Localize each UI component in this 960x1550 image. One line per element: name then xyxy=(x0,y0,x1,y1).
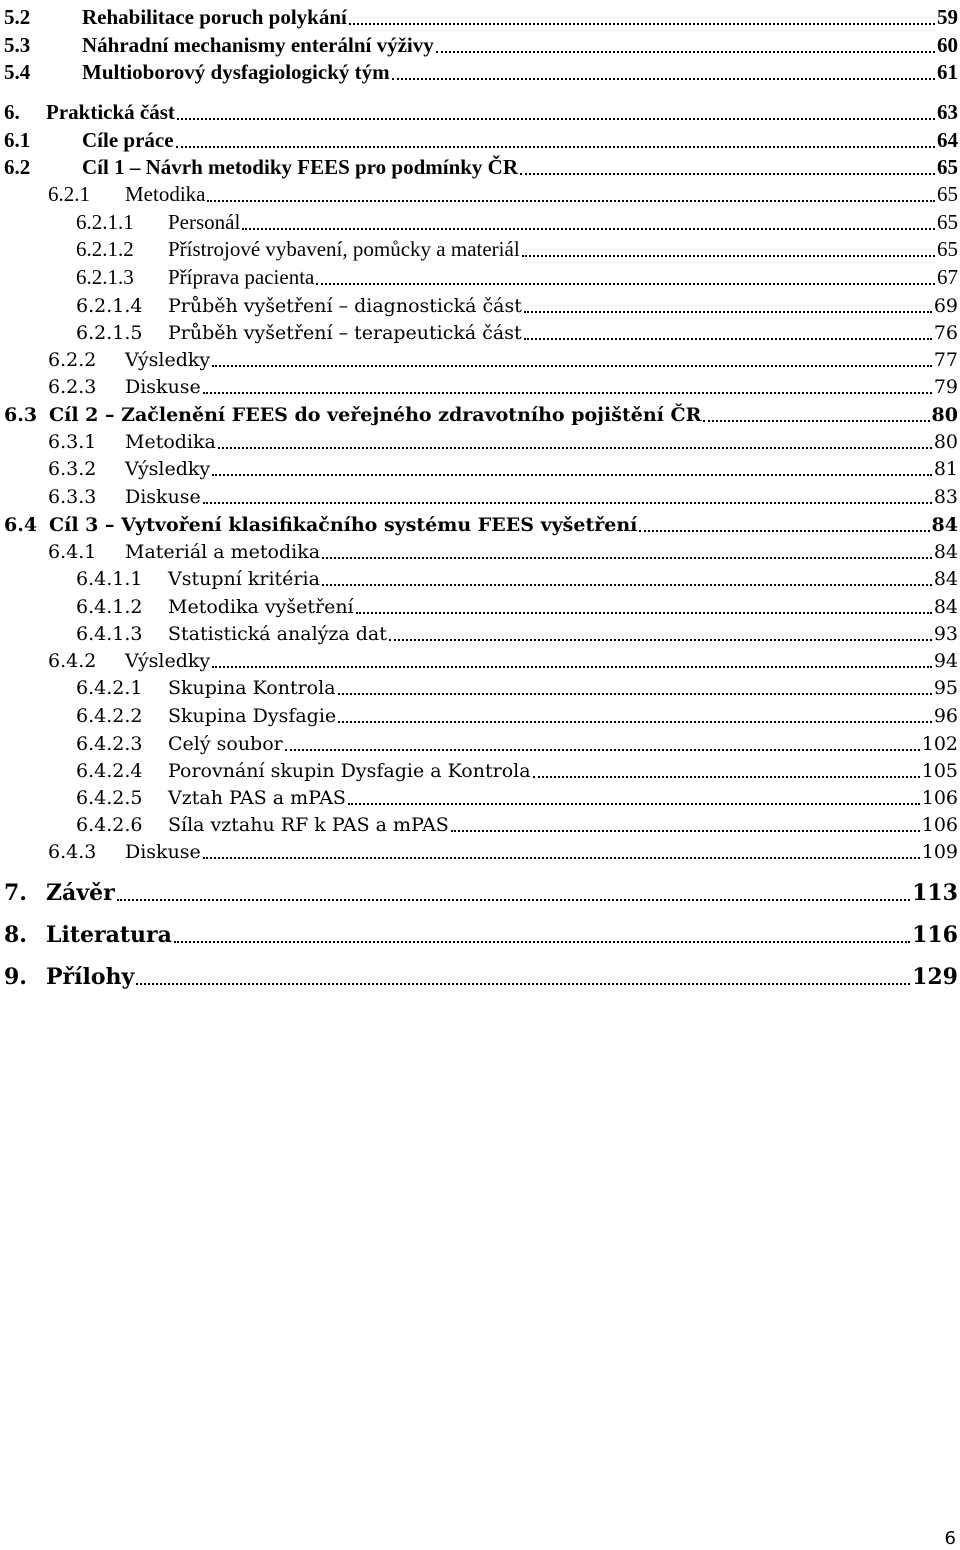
toc-entry-title: Metodika xyxy=(125,431,216,453)
toc-entry-page: 65 xyxy=(937,155,958,179)
dot-leader xyxy=(436,51,935,53)
toc-entry-page: 105 xyxy=(921,760,958,782)
toc-entry-title: Rehabilitace poruch polykání xyxy=(82,5,347,29)
toc-entry-number: 6.4.1 xyxy=(48,541,97,563)
toc-entry-title: Výsledky xyxy=(125,650,211,672)
toc-entry-number: 5.2 xyxy=(4,5,31,29)
toc-entry-title: Personál xyxy=(168,210,241,234)
toc-entry[interactable] xyxy=(0,205,958,233)
toc-entry[interactable] xyxy=(0,616,958,644)
toc-entry[interactable] xyxy=(0,698,958,726)
toc-entry-number: 6.3.2 xyxy=(48,458,97,480)
dot-leader xyxy=(524,338,932,340)
toc-entry-page: 84 xyxy=(933,541,958,563)
toc-entry-number: 6.2.1.5 xyxy=(76,322,143,344)
dot-leader xyxy=(203,392,932,394)
toc-entry-page: 67 xyxy=(937,265,958,289)
toc-entry-page: 109 xyxy=(921,841,958,863)
toc-entry-title: Multioborový dysfagiologický tým xyxy=(82,60,390,84)
toc-entry[interactable] xyxy=(0,561,958,589)
dot-leader xyxy=(533,776,920,778)
dot-leader xyxy=(212,474,932,476)
toc-entry-number: 5.3 xyxy=(4,33,31,57)
dot-leader xyxy=(322,557,932,559)
toc-entry[interactable] xyxy=(0,0,958,28)
toc-entry-page: 69 xyxy=(933,295,958,317)
toc-entry-page: 77 xyxy=(933,349,958,371)
toc-entry-page: 61 xyxy=(937,60,958,84)
toc-entry-number: 9. xyxy=(4,964,27,990)
toc-entry[interactable] xyxy=(0,397,958,425)
toc-entry-title: Praktická část xyxy=(46,100,175,124)
toc-entry-number: 6.3 xyxy=(4,404,38,426)
toc-entry-title: Materiál a metodika xyxy=(125,541,321,563)
toc-entry[interactable] xyxy=(0,260,958,288)
dot-leader xyxy=(338,693,932,695)
toc-entry-number: 6.3.1 xyxy=(48,431,97,453)
dot-leader xyxy=(322,584,932,586)
dot-leader xyxy=(242,228,935,230)
toc-entry-title: Metodika vyšetření xyxy=(168,596,354,618)
toc-entry-title: Průběh vyšetření – terapeutická část xyxy=(168,322,522,344)
toc-entry-page: 59 xyxy=(937,5,958,29)
toc-entry-page: 94 xyxy=(933,650,958,672)
toc-entry-title: Výsledky xyxy=(125,458,211,480)
toc-entry[interactable] xyxy=(0,589,958,617)
toc-entry[interactable] xyxy=(0,753,958,781)
toc-entry[interactable] xyxy=(0,451,958,479)
toc-entry-number: 6.2 xyxy=(4,155,31,179)
toc-entry-page: 129 xyxy=(912,964,958,990)
toc-entry-page: 80 xyxy=(933,431,958,453)
dot-leader xyxy=(520,173,935,175)
toc-entry-number: 6.2.1.1 xyxy=(76,210,134,234)
dot-leader xyxy=(522,255,935,257)
toc-entry-title: Cíle práce xyxy=(82,128,174,152)
toc-entry[interactable] xyxy=(0,28,958,56)
toc-entry-number: 6.4.2.6 xyxy=(76,814,143,836)
toc-entry-page: 116 xyxy=(912,922,958,948)
dot-leader xyxy=(285,749,920,751)
toc-entry-number: 6.2.1 xyxy=(48,182,90,206)
toc-entry-page: 60 xyxy=(937,33,958,57)
toc-entry[interactable] xyxy=(0,643,958,671)
toc-entry[interactable] xyxy=(0,960,958,988)
toc-entry[interactable] xyxy=(0,177,958,205)
toc-entry-number: 5.4 xyxy=(4,60,31,84)
toc-entry-title: Přístrojové vybavení, pomůcky a materiál xyxy=(168,237,520,261)
toc-entry-page: 84 xyxy=(933,568,958,590)
toc-entry[interactable] xyxy=(0,55,958,83)
toc-entry-number: 6.4.1.3 xyxy=(76,623,143,645)
toc-entry-number: 8. xyxy=(4,922,27,948)
dot-leader xyxy=(389,639,932,641)
toc-entry-page: 106 xyxy=(921,787,958,809)
toc-entry-title: Diskuse xyxy=(125,486,201,508)
toc-entry-title: Skupina Kontrola xyxy=(168,677,336,699)
toc-entry[interactable] xyxy=(0,369,958,397)
toc-entry-page: 63 xyxy=(937,100,958,124)
toc-entry-title: Přílohy xyxy=(46,964,135,990)
toc-entry[interactable] xyxy=(0,726,958,754)
toc-entry-number: 6.4 xyxy=(4,514,38,536)
dot-leader xyxy=(348,803,920,805)
toc-entry-number: 6.4.2.2 xyxy=(76,705,143,727)
toc-entry-title: Diskuse xyxy=(125,841,201,863)
toc-entry[interactable] xyxy=(0,807,958,835)
toc-entry-title: Cíl 3 – Vytvoření klasifikačního systému FEES vyšetření xyxy=(49,514,638,536)
toc-entry-title: Statistická analýza dat xyxy=(168,623,387,645)
toc-entry-page: 79 xyxy=(933,376,958,398)
dot-leader xyxy=(349,23,935,25)
toc-entry-page: 80 xyxy=(931,404,958,426)
toc-entry-title: Celý soubor xyxy=(168,733,283,755)
toc-entry-title: Vstupní kritéria xyxy=(168,568,320,590)
dot-leader xyxy=(703,420,929,422)
toc-entry-number: 6.2.1.2 xyxy=(76,237,134,261)
dot-leader xyxy=(136,983,910,985)
toc-entry[interactable] xyxy=(0,780,958,808)
toc-entry-page: 65 xyxy=(937,182,958,206)
toc-entry-number: 6.4.1.1 xyxy=(76,568,143,590)
toc-entry[interactable] xyxy=(0,479,958,507)
toc-entry-page: 93 xyxy=(933,623,958,645)
toc-entry-number: 6.2.1.3 xyxy=(76,265,134,289)
toc-entry-page: 113 xyxy=(912,880,958,906)
toc-entry-page: 83 xyxy=(933,486,958,508)
toc-entry-number: 6.3.3 xyxy=(48,486,97,508)
toc-entry[interactable] xyxy=(0,288,958,316)
toc-entry-title: Literatura xyxy=(46,922,172,948)
toc-entry-title: Náhradní mechanismy enterální výživy xyxy=(82,33,434,57)
toc-entry-title: Vztah PAS a mPAS xyxy=(168,787,346,809)
dot-leader xyxy=(392,78,935,80)
toc-entry-title: Diskuse xyxy=(125,376,201,398)
dot-leader xyxy=(338,721,932,723)
toc-entry[interactable] xyxy=(0,232,958,260)
toc-entry-page: 84 xyxy=(931,514,958,536)
toc-entry-number: 6.4.2.4 xyxy=(76,760,143,782)
dot-leader xyxy=(203,502,932,504)
toc-entry-page: 81 xyxy=(933,458,958,480)
toc-entry-number: 6.4.2.5 xyxy=(76,787,143,809)
toc-entry[interactable] xyxy=(0,918,958,946)
toc-entry-title: Porovnání skupin Dysfagie a Kontrola xyxy=(168,760,531,782)
toc-entry-page: 102 xyxy=(921,733,958,755)
dot-leader xyxy=(117,899,910,901)
dot-leader xyxy=(639,530,929,532)
toc-entry[interactable] xyxy=(0,876,958,904)
toc-entry-title: Závěr xyxy=(46,880,115,906)
toc-entry-title: Průběh vyšetření – diagnostická část xyxy=(168,295,522,317)
toc-entry-number: 6.4.2.3 xyxy=(76,733,143,755)
dot-leader xyxy=(176,146,935,148)
toc-entry-number: 7. xyxy=(4,880,27,906)
toc-entry-number: 6.2.1.4 xyxy=(76,295,143,317)
toc-entry-title: Cíl 1 – Návrh metodiky FEES pro podmínky ČR xyxy=(82,155,519,179)
toc-entry-page: 76 xyxy=(933,322,958,344)
toc-entry[interactable] xyxy=(0,424,958,452)
toc-entry-page: 106 xyxy=(921,814,958,836)
toc-entry[interactable] xyxy=(0,834,958,862)
toc-entry-number: 6.2.2 xyxy=(48,349,97,371)
toc-entry[interactable] xyxy=(0,123,958,151)
dot-leader xyxy=(203,857,920,859)
toc-entry-number: 6.4.3 xyxy=(48,841,97,863)
toc-entry[interactable] xyxy=(0,670,958,698)
toc-entry[interactable] xyxy=(0,507,958,535)
page-number: 6 xyxy=(944,1528,956,1549)
dot-leader xyxy=(451,830,920,832)
toc-entry[interactable] xyxy=(0,95,958,123)
toc-entry-title: Metodika xyxy=(125,182,206,206)
toc-entry[interactable] xyxy=(0,534,958,562)
toc-entry-page: 65 xyxy=(937,237,958,261)
toc-entry[interactable] xyxy=(0,342,958,370)
toc-entry-page: 84 xyxy=(933,596,958,618)
dot-leader xyxy=(212,666,932,668)
toc-entry[interactable] xyxy=(0,150,958,178)
toc-entry-title: Příprava pacienta xyxy=(168,265,315,289)
dot-leader xyxy=(174,941,910,943)
toc-entry-number: 6.4.1.2 xyxy=(76,596,143,618)
toc-entry-number: 6.4.2.1 xyxy=(76,677,143,699)
toc-entry-number: 6.4.2 xyxy=(48,650,97,672)
toc-entry-title: Cíl 2 – Začlenění FEES do veřejného zdravotního pojištění ČR xyxy=(49,404,702,426)
toc-entry-title: Síla vztahu RF k PAS a mPAS xyxy=(168,814,449,836)
toc-entry-title: Skupina Dysfagie xyxy=(168,705,337,727)
dot-leader xyxy=(207,200,935,202)
dot-leader xyxy=(524,311,932,313)
dot-leader xyxy=(356,612,932,614)
toc-entry-page: 95 xyxy=(933,677,958,699)
dot-leader xyxy=(177,118,935,120)
toc-entry-page: 64 xyxy=(937,128,958,152)
dot-leader xyxy=(316,283,935,285)
toc-entry-number: 6. xyxy=(4,100,20,124)
toc-entry-number: 6.2.3 xyxy=(48,376,97,398)
toc-entry-title: Výsledky xyxy=(125,349,211,371)
toc-entry-page: 96 xyxy=(933,705,958,727)
toc-entry-number: 6.1 xyxy=(4,128,31,152)
toc-entry[interactable] xyxy=(0,315,958,343)
dot-leader xyxy=(212,365,932,367)
dot-leader xyxy=(218,447,932,449)
toc-entry-page: 65 xyxy=(937,210,958,234)
